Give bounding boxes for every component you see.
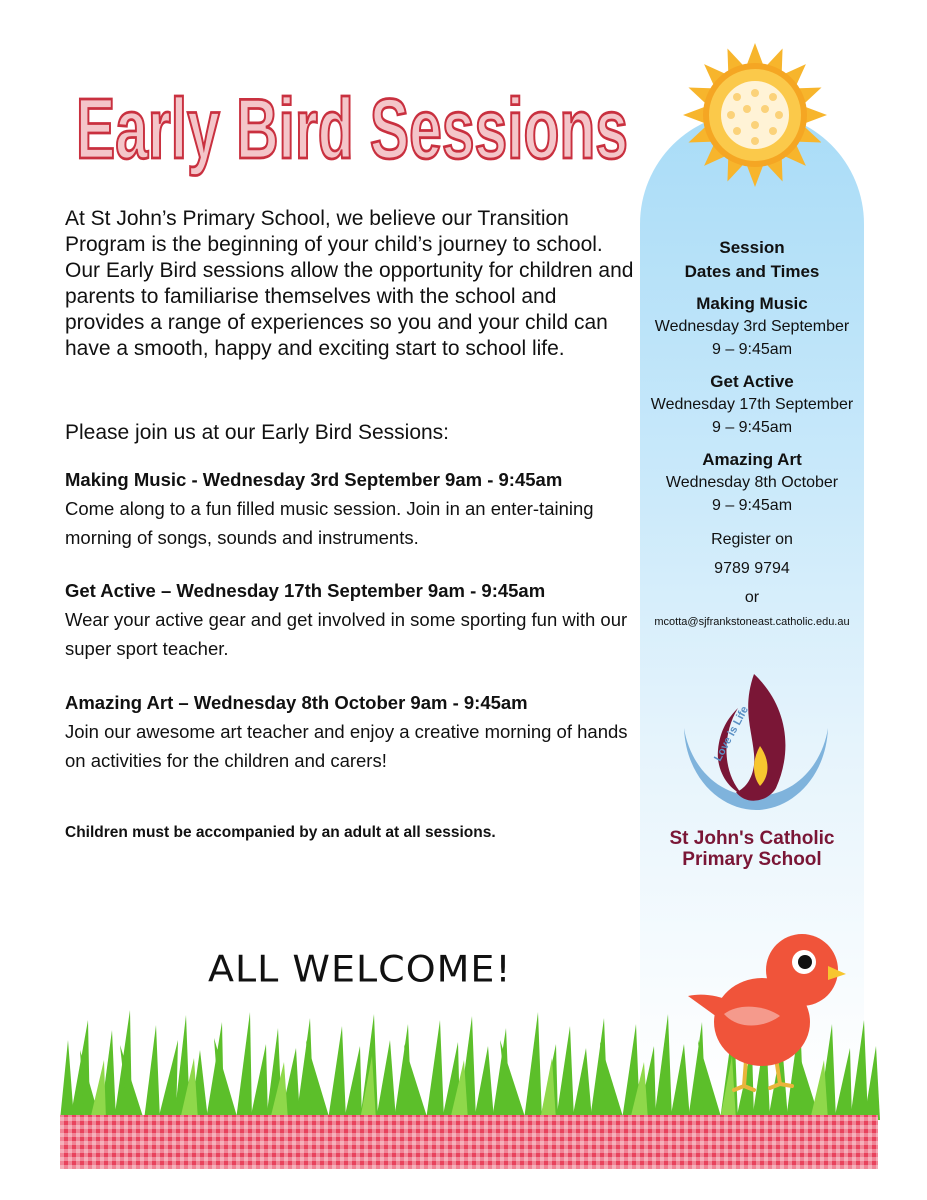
session-heading: Get Active – Wednesday 17th September 9am - 9:45am [65,580,546,601]
session-making-music [65,465,645,552]
intro-paragraph: At St John’s Primary School, we believe our Transition Program is the beginning of your child’s journey to school. Our Early Bird sessions allow the opportunity for children and parents to familiarise themselves with the school and provides a range of experiences so you and your child can have a smooth, happy and exciting start to school life. [65,207,634,360]
or-text: or [744,589,760,606]
session-description: Wear your active gear and get involved in some sporting fun with our super sport teacher. [65,609,628,659]
email-address: mcotta@sjfrankstoneast.catholic.edu.au [654,616,850,628]
svg-text:Early Bird Sessions: Early Bird Sessions [76,82,628,177]
session-heading: Making Music - Wednesday 3rd September 9am - 9:45am [65,469,563,490]
school-name [640,828,864,870]
sidebar-item-name: Making Music [696,294,808,313]
sun-icon [680,40,830,190]
session-description: Join our awesome art teacher and enjoy a creative morning of hands on activities for the children and carers! [65,721,628,771]
session-heading: Amazing Art – Wednesday 8th October 9am - 9:45am [65,692,528,713]
sidebar-item-name: Amazing Art [702,450,802,469]
session-description: Come along to a fun filled music session. Join in an enter-taining morning of songs, sounds and instruments. [65,498,594,548]
school-logo-icon [676,668,836,818]
sidebar-item-time: 9 – 9:45am [711,341,793,358]
sidebar-item-time: 9 – 9:45am [711,497,793,514]
session-amazing-art [65,688,645,775]
sidebar-item-date: Wednesday 17th September [650,396,854,413]
sidebar-item-time: 9 – 9:45am [711,419,793,436]
gingham-tablecloth [60,1115,878,1169]
register-text: Register on [711,531,793,548]
school-name-line1: St John's Catholic [669,828,835,849]
phone-number: 9789 9794 [714,560,790,577]
sidebar-heading-line2: Dates and Times [684,262,820,281]
bird-icon [684,930,854,1100]
notice-text: Children must be accompanied by an adult at all sessions. [65,824,496,841]
session-get-active [65,576,645,663]
page-title [70,74,640,184]
school-name-line2: Primary School [682,849,822,870]
sidebar-item-date: Wednesday 8th October [665,474,839,491]
sidebar-heading-line1: Session [719,238,785,257]
svg-text:Love is Life: Love is Life [712,704,752,764]
welcome-text: ALL WELCOME! [208,948,512,990]
join-text: Please join us at our Early Bird Sessions: [65,421,450,444]
sidebar-item-name: Get Active [710,372,794,391]
sidebar-item-date: Wednesday 3rd September [654,318,850,335]
